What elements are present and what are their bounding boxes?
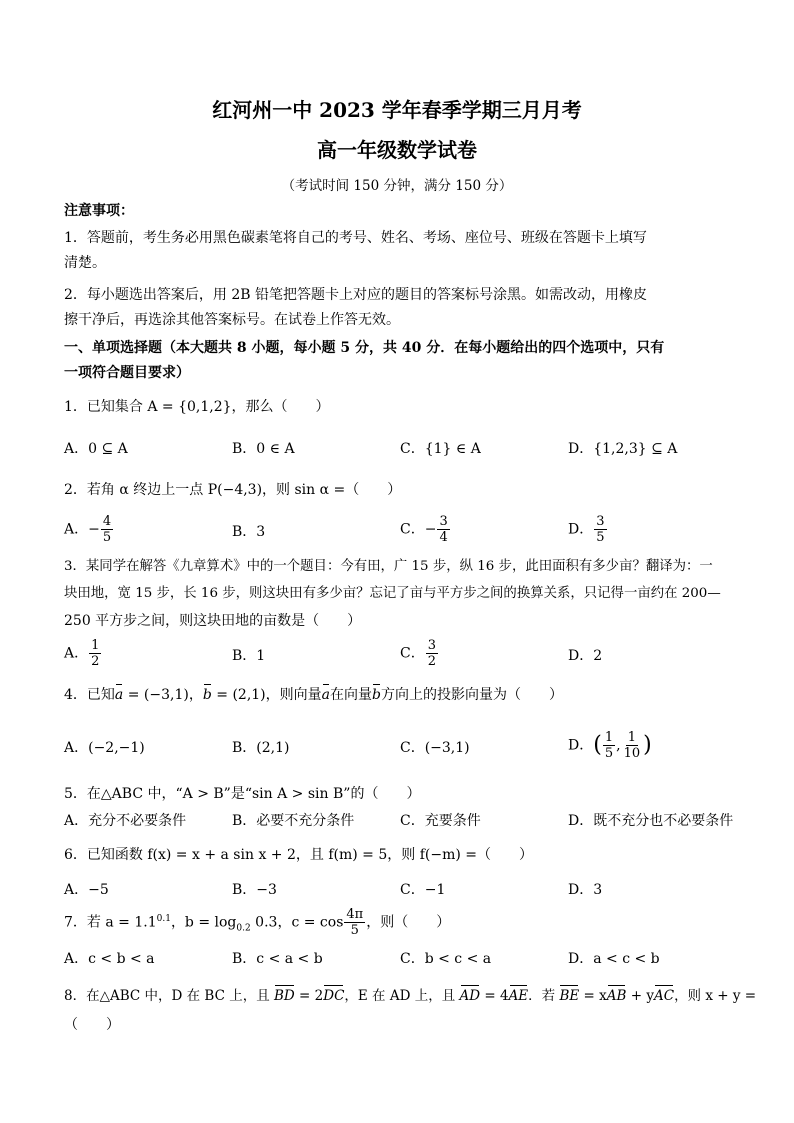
fraction — [426, 638, 438, 669]
question-1-option-a: A．0 ⊆ A — [64, 441, 128, 457]
exam-subtitle-grade: 高一年级数学试卷 — [317, 138, 477, 162]
question-2-option-a — [64, 514, 114, 545]
text: ，E 在 AD 上，且 — [344, 988, 460, 1004]
option-label: A．− — [64, 521, 100, 538]
question-6-option-b: B．−3 — [232, 882, 277, 898]
fraction — [101, 514, 113, 545]
question-2-option-c — [400, 514, 451, 545]
question-5-option-c: C．充要条件 — [400, 813, 481, 829]
paren-close: ) — [643, 732, 652, 758]
fraction-numerator: 3 — [596, 514, 605, 529]
notice-item-2-line-2: 擦干净后，再选涂其他答案标号。在试卷上作答无效。 — [64, 312, 400, 328]
question-2-option-d — [568, 514, 608, 545]
exam-title: 红河州一中 2023 学年春季学期三月月考 — [212, 98, 582, 122]
text: 方向上的投影向量为（ ） — [380, 687, 563, 703]
question-3-line-2: 块田地，宽 15 步，长 16 步，则这块田有多少亩？忘记了亩与平方步之间的换算关系，只记得一亩约在 200— — [64, 586, 721, 601]
question-2-stem: 2．若角 α 终边上一点 P(−4,3)，则 sin α =（ ） — [64, 482, 402, 498]
question-6-stem: 6．已知函数 f(x) = x + a sin x + 2，且 f(m) = 5，则 f(−m) =（ ） — [64, 847, 533, 863]
option-label: A． — [64, 645, 89, 662]
question-6-option-c: C．−1 — [400, 882, 446, 898]
question-4-option-d: D．( $\frac{1}{5}$ , $\frac{1}{10}$ ) — [568, 730, 652, 761]
vector-be: BE — [559, 988, 580, 1004]
paren-open: ( — [593, 732, 602, 758]
question-1-option-d: D．{1,2,3} ⊆ A — [568, 441, 678, 457]
question-6-option-d: D．3 — [568, 882, 603, 898]
option-label: C． — [400, 645, 425, 662]
question-7-option-b: B．c < a < b — [232, 951, 323, 967]
fraction-denominator: 4 — [439, 530, 448, 545]
vector-b: b — [202, 687, 212, 703]
notice-item-1-line-2: 清楚。 — [64, 255, 106, 271]
fraction-denominator: 5 — [596, 530, 605, 545]
log-base: 0.2 — [236, 923, 251, 934]
question-3-option-a — [64, 638, 102, 669]
text: 0.3，c = cos — [250, 914, 344, 931]
fraction-numerator: 4π — [346, 907, 364, 922]
question-3-line-3: 250 平方步之间，则这块田地的亩数是（ ） — [64, 613, 362, 629]
text: = 2 — [294, 988, 324, 1004]
exponent: 0.1 — [156, 913, 171, 924]
fraction — [622, 730, 643, 761]
vector-ae: AE — [508, 988, 529, 1004]
question-7-option-d: D．a < c < b — [568, 951, 660, 967]
question-7-option-a: A．c < b < a — [64, 951, 155, 967]
text: = x — [579, 988, 607, 1004]
text: + y — [626, 988, 654, 1004]
question-4-stem — [64, 685, 736, 705]
notice-heading: 注意事项： — [64, 203, 134, 219]
question-5-option-d: D．既不充分也不必要条件 — [568, 813, 734, 829]
option-label: C．− — [400, 521, 437, 538]
text: ，则（ ） — [366, 914, 451, 931]
fraction-denominator: 2 — [427, 654, 436, 669]
text: ，则 x + y = — [674, 988, 757, 1004]
fraction-numerator: 3 — [439, 514, 448, 529]
fraction-numerator: 1 — [604, 730, 614, 745]
option-label: D． — [568, 737, 594, 754]
fraction — [437, 514, 449, 545]
text: = (−3,1)， — [123, 687, 203, 703]
fraction-numerator: 1 — [627, 730, 636, 745]
question-1-option-c: C．{1} ∈ A — [400, 441, 481, 457]
vector-ab: AB — [606, 988, 627, 1004]
fraction-numerator: 1 — [91, 638, 100, 653]
question-2-option-b: B．3 — [232, 524, 266, 540]
text: 在向量 — [330, 687, 372, 703]
question-7-option-c: C．b < c < a — [400, 951, 492, 967]
fraction-denominator: 5 — [350, 923, 359, 938]
fraction-denominator: 2 — [91, 654, 100, 669]
vector-ad: AD — [459, 988, 481, 1004]
fraction — [344, 907, 365, 938]
exam-duration-note: （考试时间 150 分钟，满分 150 分） — [281, 178, 513, 194]
vector-a: a — [321, 687, 330, 703]
question-4-option-a: A．(−2,−1) — [64, 740, 145, 756]
section-1-heading-line-1: 一、单项选择题（本大题共 8 小题，每小题 5 分，共 40 分．在每小题给出的四个选项中，只有 — [64, 340, 665, 356]
text: ，b = log — [170, 914, 237, 931]
question-7-stem — [64, 907, 736, 938]
fraction — [89, 638, 101, 669]
question-4-option-b: B．(2,1) — [232, 740, 290, 756]
fraction — [594, 514, 606, 545]
question-8-stem — [64, 986, 757, 1006]
option-label: D． — [568, 521, 594, 538]
fraction-denominator: 10 — [623, 746, 641, 761]
question-6-option-a: A．−5 — [64, 882, 109, 898]
vector-bd: BD — [274, 988, 295, 1004]
section-1-heading-line-2: 一项符合题目要求） — [64, 365, 190, 381]
question-5-stem: 5．在△ABC 中，“A > B”是“sin A > sin B”的（ ） — [64, 786, 421, 802]
question-3-line-1: 3．某同学在解答《九章算术》中的一个题目：今有田，广 15 步，纵 16 步，此田面积有多少亩？翻译为：一 — [64, 559, 713, 574]
vector-ac: AC — [653, 988, 675, 1004]
question-4-option-c: C．(−3,1) — [400, 740, 470, 756]
question-3-option-b: B．1 — [232, 648, 266, 664]
fraction-numerator: 3 — [427, 638, 436, 653]
question-3-option-d: D．2 — [568, 648, 603, 664]
text: ．若 — [528, 988, 560, 1004]
question-1-option-b: B．0 ∈ A — [232, 441, 295, 457]
vector-a: a — [114, 687, 124, 703]
text: 4．已知 — [64, 687, 115, 703]
vector-b: b — [372, 687, 381, 703]
fraction-denominator: 5 — [102, 530, 112, 545]
text: = 4 — [480, 988, 509, 1004]
question-5-option-a: A．充分不必要条件 — [64, 813, 187, 829]
question-5-option-b: B．必要不充分条件 — [232, 813, 355, 829]
fraction-denominator: 5 — [604, 746, 614, 761]
text: 7．若 a = 1.1 — [64, 914, 157, 931]
notice-item-2-line-1: 2．每小题选出答案后，用 2B 铅笔把答题卡上对应的题目的答案标号涂黑。如需改动，用橡皮 — [64, 287, 648, 303]
fraction — [603, 730, 615, 761]
vector-dc: DC — [323, 988, 345, 1004]
notice-item-1-line-1: 1．答题前，考生务必用黑色碳素笔将自己的考号、姓名、考场、座位号、班级在答题卡上填写 — [64, 230, 647, 246]
fraction-numerator: 4 — [102, 514, 112, 529]
text: = (2,1)，则向量 — [211, 687, 322, 703]
question-8-answer-blank: （ ） — [64, 1017, 120, 1033]
text: 8．在△ABC 中，D 在 BC 上，且 — [64, 988, 275, 1004]
question-3-option-c — [400, 638, 439, 669]
question-1-stem: 1．已知集合 A = {0,1,2}，那么（ ） — [64, 399, 330, 415]
